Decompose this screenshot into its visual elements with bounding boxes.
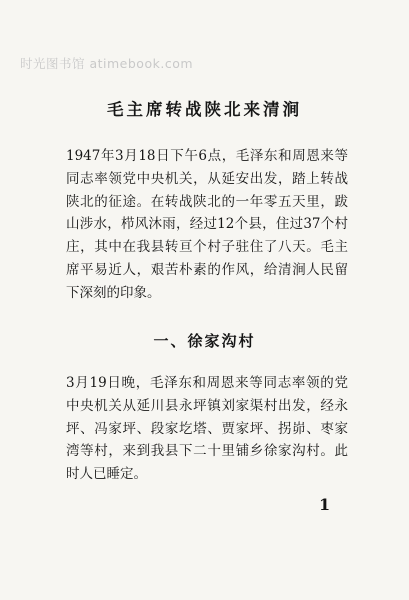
article-title: 毛主席转战陕北来清涧 bbox=[107, 100, 302, 119]
page-number: 1 bbox=[319, 495, 331, 514]
section-paragraph: 3月19日晚，毛泽东和周恩来等同志率领的党中央机关从延川县永坪镇刘家渠村出发，经永坪、冯家坪、段家圪塔、贾家坪、拐峁、枣家湾等村，来到我县下二十里铺乡徐家沟村。此时人已睡定。 bbox=[66, 375, 348, 483]
watermark: 时光图书馆 atimebook.com bbox=[20, 56, 194, 71]
section-heading: 一、徐家沟村 bbox=[153, 332, 256, 350]
intro-paragraph: 1947年3月18日下午6点，毛泽东和周恩来等同志率领党中央机关，从延安出发，踏上转战陕北的征途。在转战陕北的一年零五天里，跋山涉水，栉风沐雨，经过12个县，住过37个村庄，其中在我县转亘个村子驻住了八天。毛主席平易近人，艰苦朴素的作风，给清涧人民留下深刻的印象。 bbox=[66, 148, 348, 301]
